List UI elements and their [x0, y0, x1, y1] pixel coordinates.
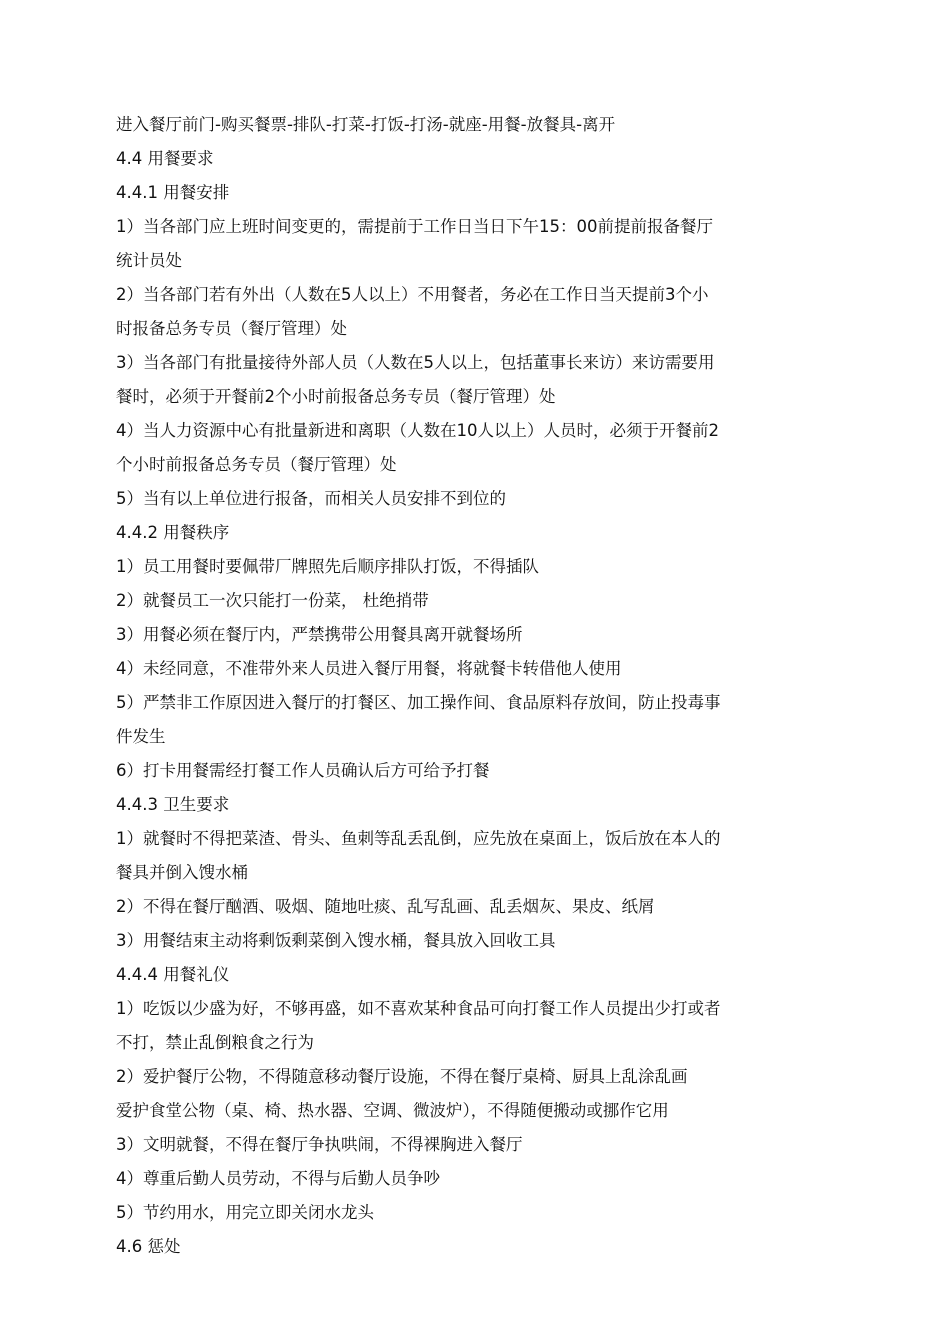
section-heading-4-4-1: 4.4.1 用餐安排 — [116, 183, 230, 202]
paragraph-line: 2）当各部门若有外出（人数在5人以上）不用餐者，务必在工作日当天提前3个小 — [116, 285, 709, 304]
section-heading-4-4-2: 4.4.2 用餐秩序 — [116, 523, 230, 542]
paragraph-line: 3）用餐必须在餐厅内，严禁携带公用餐具离开就餐场所 — [116, 625, 523, 644]
paragraph-line: 1）员工用餐时要佩带厂牌照先后顺序排队打饭，不得插队 — [116, 557, 539, 576]
paragraph-line: 个小时前报备总务专员（餐厅管理）处 — [116, 455, 397, 474]
paragraph-line: 2）不得在餐厅酗酒、吸烟、随地吐痰、乱写乱画、乱丢烟灰、果皮、纸屑 — [116, 897, 655, 916]
paragraph-line: 4）尊重后勤人员劳动，不得与后勤人员争吵 — [116, 1169, 440, 1188]
paragraph-line: 时报备总务专员（餐厅管理）处 — [116, 319, 347, 338]
paragraph-line: 餐时，必须于开餐前2个小时前报备总务专员（餐厅管理）处 — [116, 387, 556, 406]
dining-process-flow: 进入餐厅前门-购买餐票-排队-打菜-打饭-打汤-就座-用餐-放餐具-离开 — [116, 115, 616, 134]
paragraph-line: 1）当各部门应上班时间变更的，需提前于工作日当日下午15：00前提前报备餐厅 — [116, 217, 713, 236]
paragraph-line: 6）打卡用餐需经打餐工作人员确认后方可给予打餐 — [116, 761, 490, 780]
paragraph-line: 1）吃饭以少盛为好，不够再盛，如不喜欢某种食品可向打餐工作人员提出少打或者 — [116, 999, 721, 1018]
paragraph-line: 件发生 — [116, 727, 166, 746]
document-body — [116, 108, 828, 1264]
paragraph-line: 4）当人力资源中心有批量新进和离职（人数在10人以上）人员时，必须于开餐前2 — [116, 421, 719, 440]
paragraph-line: 2）就餐员工一次只能打一份菜， 杜绝捎带 — [116, 591, 429, 610]
section-heading-4-4: 4.4 用餐要求 — [116, 149, 214, 168]
paragraph-line: 3）文明就餐，不得在餐厅争执哄闹，不得裸胸进入餐厅 — [116, 1135, 523, 1154]
paragraph-line: 3）当各部门有批量接待外部人员（人数在5人以上，包括董事长来访）来访需要用 — [116, 353, 715, 372]
paragraph-line: 5）当有以上单位进行报备，而相关人员安排不到位的 — [116, 489, 506, 508]
paragraph-line: 统计员处 — [116, 251, 182, 270]
paragraph-line: 餐具并倒入馊水桶 — [116, 863, 248, 882]
paragraph-line: 3）用餐结束主动将剩饭剩菜倒入馊水桶，餐具放入回收工具 — [116, 931, 556, 950]
section-heading-4-6: 4.6 惩处 — [116, 1237, 181, 1256]
paragraph-line: 5）节约用水，用完立即关闭水龙头 — [116, 1203, 374, 1222]
paragraph-line: 5）严禁非工作原因进入餐厅的打餐区、加工操作间、食品原料存放间，防止投毒事 — [116, 693, 721, 712]
paragraph-line: 不打，禁止乱倒粮食之行为 — [116, 1033, 314, 1052]
paragraph-line: 4）未经同意，不准带外来人员进入餐厅用餐，将就餐卡转借他人使用 — [116, 659, 622, 678]
section-heading-4-4-3: 4.4.3 卫生要求 — [116, 795, 230, 814]
paragraph-line: 2）爱护餐厅公物，不得随意移动餐厅设施，不得在餐厅桌椅、厨具上乱涂乱画 — [116, 1067, 688, 1086]
section-heading-4-4-4: 4.4.4 用餐礼仪 — [116, 965, 230, 984]
paragraph-line: 1）就餐时不得把菜渣、骨头、鱼刺等乱丢乱倒，应先放在桌面上，饭后放在本人的 — [116, 829, 721, 848]
paragraph-line: 爱护食堂公物（桌、椅、热水器、空调、微波炉），不得随便搬动或挪作它用 — [116, 1101, 669, 1120]
